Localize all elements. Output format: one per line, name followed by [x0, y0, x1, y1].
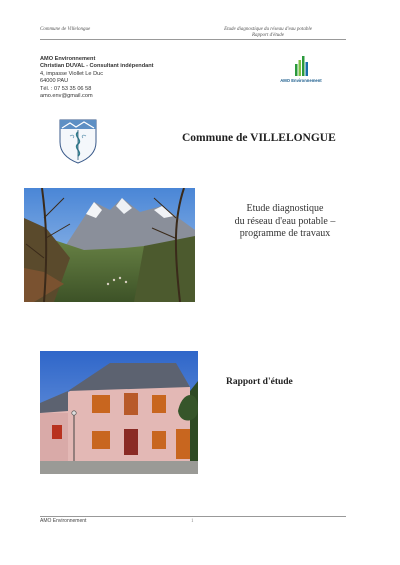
study-title-line2: du réseau d'eau potable – [234, 215, 336, 227]
study-title-line3: programme de travaux [239, 228, 331, 239]
author-name: Christian DUVAL - Consultant indépendant [40, 63, 154, 70]
page-number: 1 [191, 519, 194, 524]
footer-divider [40, 516, 346, 517]
author-address: 4, impasse Viollet Le Duc [40, 70, 104, 77]
author-phone: Tél. : 07 53 35 06 58 [40, 85, 92, 92]
footer-company: AMO Environnement [40, 518, 87, 524]
town-hall-photo [40, 351, 198, 474]
header-study-line2: Rapport d'étude [251, 33, 285, 38]
header-divider [40, 39, 346, 40]
author-city: 64000 PAU [40, 78, 69, 85]
header-study-line1: Etude diagnostique du réseau d'eau potable [224, 27, 312, 32]
mountain-village-photo [24, 188, 195, 302]
study-title-line1: Etude diagnostique [246, 203, 324, 214]
author-company: AMO Environnement [40, 56, 96, 62]
study-title [210, 203, 360, 241]
coat-of-arms-icon [58, 118, 98, 164]
author-email: amo.env@gmail.com [40, 93, 93, 100]
report-label: Rapport d'étude [226, 377, 293, 387]
page-title: Commune de VILLELONGUE [182, 132, 336, 144]
author-block [40, 56, 154, 100]
header-commune: Commune de Villelongue [40, 27, 91, 32]
amo-logo-text: AMO Environnement [280, 78, 322, 83]
header-study [218, 27, 318, 39]
